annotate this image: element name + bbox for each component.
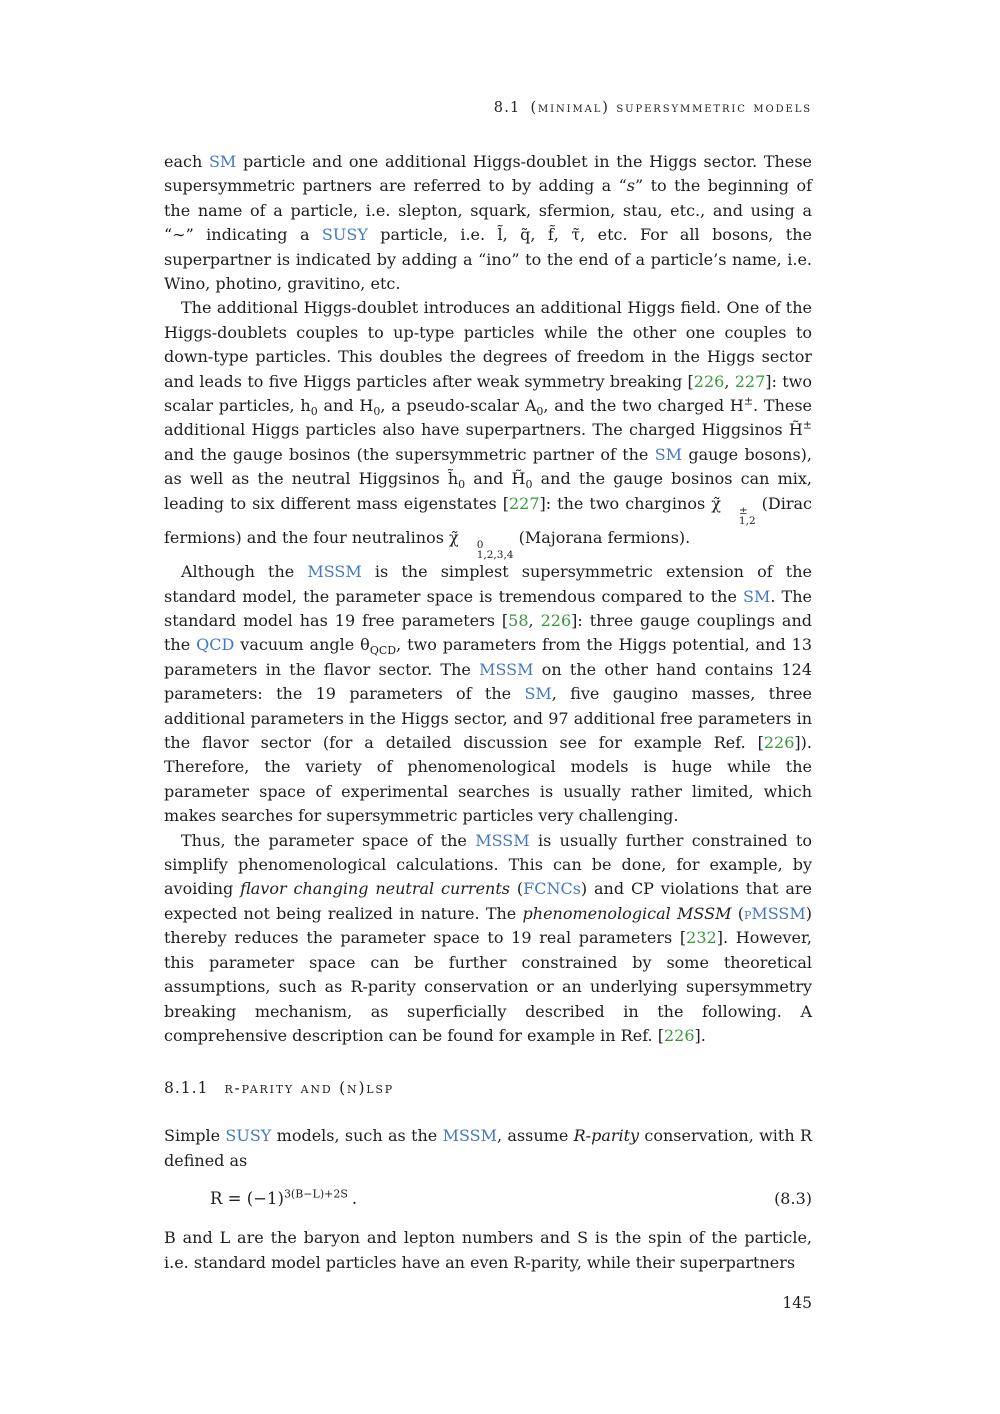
equation-lhs: R = (−1) — [210, 1189, 284, 1209]
text-run: is the simplest supersymmetric extension of the standard model, the parameter space is tremendous compared to the — [164, 562, 812, 606]
paragraph — [164, 1124, 812, 1173]
citation-link-232[interactable]: 232 — [686, 928, 717, 948]
math-symbol: χ̃ — [449, 527, 459, 547]
text-run: Simple — [164, 1126, 226, 1146]
equation-trailer: . — [351, 1189, 358, 1209]
citation-link-226[interactable]: 226 — [540, 611, 572, 630]
paragraph — [164, 1226, 812, 1275]
text-run: ( — [731, 903, 744, 923]
equation-number: (8.3) — [774, 1189, 812, 1209]
acronym-link-prefix[interactable]: p — [743, 903, 752, 923]
text-run: is usually further constrained to simplify phenomenological calculations. This can be done, for example, by avoiding — [164, 830, 812, 899]
subscript: 0 — [536, 405, 544, 419]
text-run: and the gauge bosinos can mix, leading to six different mass eigenstates [ — [164, 469, 813, 513]
text-run: ” to the beginning of the name of a particle, i.e. slepton, squark, sfermion, stau, etc., and using a “∼” indicating a — [164, 176, 812, 245]
text-run: ]: the two charginos — [539, 493, 712, 513]
citation-link-227[interactable]: 227 — [508, 493, 540, 513]
italic-text: flavor changing neutral currents — [240, 879, 510, 899]
text-run: , a pseudo-scalar A — [380, 396, 537, 416]
text-block — [164, 150, 812, 1275]
text-run: , — [528, 611, 541, 630]
acronym-link-sm[interactable]: SM — [208, 152, 237, 171]
text-run: , assume — [497, 1126, 574, 1146]
acronym-link-mssm[interactable]: MSSM — [307, 562, 362, 582]
page-number: 145 — [782, 1294, 812, 1312]
text-run: ( — [510, 879, 524, 899]
acronym-link-susy[interactable]: SUSY — [225, 1126, 272, 1146]
math-supsub-stack — [460, 540, 514, 560]
acronym-link-qcd[interactable]: QCD — [196, 635, 235, 655]
acronym-link-mssm[interactable]: MSSM — [479, 659, 534, 679]
acronym-link-mssm[interactable]: MSSM — [442, 1126, 497, 1146]
acronym-link-sm[interactable]: SM — [524, 684, 552, 704]
text-run: . The standard model has 19 free parameters [ — [164, 586, 812, 630]
stack-superscript: ± — [738, 504, 748, 517]
text-run: The additional Higgs-doublet introduces an additional Higgs field. One of the Higgs-doublets couples to up-type particles while the other one couples to down-type particles. This doubles the degrees of freedom in the Higgs sector and leads to five Higgs particles after weak symmetry breaking [ — [164, 298, 812, 391]
citation-link-226[interactable]: 226 — [663, 1025, 695, 1045]
citation-link-226[interactable]: 226 — [693, 371, 725, 391]
acronym-link-susy[interactable]: SUSY — [321, 225, 368, 245]
text-run: vacuum angle θ — [234, 635, 370, 655]
text-run: Although the — [181, 562, 308, 582]
acronym-link-mssm[interactable]: MSSM — [475, 830, 530, 850]
text-run: , — [724, 371, 735, 391]
subsection-heading — [164, 1079, 812, 1097]
paragraph — [164, 829, 812, 1049]
text-run: ]: three gauge couplings and the — [164, 611, 813, 655]
subscript: 0 — [310, 405, 318, 419]
text-run: each — [164, 152, 209, 171]
text-run: ]). Therefore, the variety of phenomenological models is huge while the parameter space of experimental searches is usually rather limited, which makes searches for supersymmetric particles very challenging. — [164, 733, 812, 826]
subscript: QCD — [369, 644, 397, 658]
subscript: 0 — [458, 478, 466, 492]
math-symbol: χ̃ — [711, 493, 721, 513]
acronym-link-sm[interactable]: SM — [654, 444, 683, 464]
text-run: particle, i.e. l̃, q̃, f̃, τ̃, etc. For all bosons, the superpartner is indicated by adding a “ino” to the end of a particle’s name, i.e. Wino, photino, gravitino, etc. — [164, 225, 813, 294]
italic-text: s — [626, 176, 636, 196]
equation-exponent: 3(B−L)+2S — [283, 1187, 348, 1201]
text-run: conservation, with R defined as — [164, 1126, 812, 1170]
text-run: , two parameters from the Higgs potential, and 13 parameters in the flavor sector. The — [164, 635, 812, 679]
text-run: . These additional Higgs particles also have superpartners. The charged Higgsinos H̃ — [164, 396, 813, 440]
text-run: ) and CP violations that are expected not being realized in nature. The — [164, 879, 813, 923]
text-run: Thus, the parameter space of the — [181, 830, 476, 850]
paragraph — [164, 150, 812, 296]
text-run: , and the two charged H — [543, 396, 744, 416]
running-head — [164, 100, 812, 116]
text-run: and H̃ — [465, 469, 526, 489]
text-run: (Majorana fermions). — [513, 527, 691, 547]
subsection-title: r-parity and (n)lsp — [224, 1079, 394, 1098]
citation-link-226[interactable]: 226 — [763, 733, 795, 753]
italic-text: R-parity — [573, 1126, 640, 1146]
text-run: and H — [317, 396, 374, 416]
equation-row — [164, 1189, 812, 1208]
subsection-number: 8.1.1 — [164, 1079, 209, 1098]
text-run: models, such as the — [271, 1126, 443, 1146]
acronym-link-sm[interactable]: SM — [743, 586, 771, 606]
superscript: ± — [802, 419, 812, 433]
text-run: particle and one additional Higgs-doublet in the Higgs sector. These supersymmetric partners are referred to by adding a “ — [164, 152, 812, 196]
stack-subscript: 1,2 — [738, 514, 756, 527]
running-head-section-number: 8.1 — [493, 100, 521, 116]
running-head-section-title: (minimal) supersymmetric models — [530, 100, 812, 116]
math-supsub-stack — [722, 506, 756, 526]
text-run: and the gauge bosinos (the supersymmetric partner of the — [164, 444, 655, 464]
citation-link-58[interactable]: 58 — [508, 611, 529, 630]
subscript: 0 — [525, 478, 533, 492]
text-run: (Dirac fermions) and the four neutralinos — [164, 493, 812, 547]
stack-subscript: 1,2,3,4 — [476, 549, 514, 562]
text-run: ]. — [694, 1025, 706, 1045]
text-run: ) thereby reduces the parameter space to 19 real parameters [ — [164, 903, 813, 948]
superscript: ± — [743, 394, 754, 408]
italic-text: phenomenological MSSM — [522, 903, 732, 923]
citation-link-227[interactable]: 227 — [734, 371, 766, 391]
paragraph — [164, 560, 812, 828]
text-run: gauge bosons), as well as the neutral Higgsinos h̃ — [164, 444, 813, 489]
stack-superscript: 0 — [476, 539, 484, 552]
paragraph — [164, 296, 812, 560]
acronym-link-mssm[interactable]: MSSM — [751, 903, 806, 923]
equation — [210, 1189, 357, 1208]
subscript: 0 — [373, 405, 381, 419]
body-content — [164, 150, 812, 1275]
acronym-link-fcncs[interactable]: FCNCs — [523, 879, 581, 899]
text-run: ]. However, this parameter space can be further constrained by some theoretical assumptions, such as R-parity conservation or an underlying supersymmetry breaking mechanism, as superficially described in the following. A comprehensive description can be found for example in Ref. [ — [164, 928, 813, 1045]
text-run: ]: two scalar particles, h — [164, 371, 812, 416]
text-run: B and L are the baryon and lepton numbers and S is the spin of the particle, i.e. standard model particles have an even R-parity, while their superpartners — [164, 1228, 812, 1272]
text-run: , five gaugino masses, three additional parameters in the Higgs sector, and 97 additional free parameters in the flavor sector (for a detailed discussion see for example Ref. [ — [164, 684, 812, 753]
text-run: on the other hand contains 124 parameters: the 19 parameters of the — [164, 659, 812, 704]
